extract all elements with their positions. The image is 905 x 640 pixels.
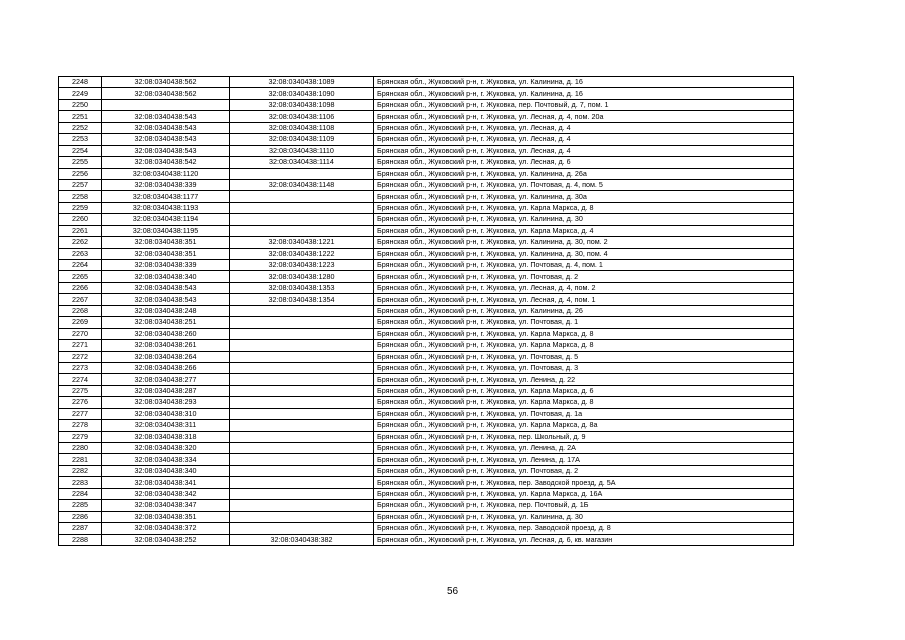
table-row — [59, 134, 794, 145]
table-row — [59, 214, 794, 225]
parcel-cadastral-number-cell: 32:08:0340438:252 — [102, 534, 230, 545]
address-cell: Брянская обл., Жуковский р-н, г. Жуковка, ул. Почтовая, д. 5 — [374, 351, 794, 362]
object-cadastral-number-cell — [230, 511, 374, 522]
parcel-cadastral-number-cell: 32:08:0340438:351 — [102, 248, 230, 259]
parcel-cadastral-number-cell: 32:08:0340438:340 — [102, 271, 230, 282]
parcel-cadastral-number-cell: 32:08:0340438:543 — [102, 111, 230, 122]
row-number-cell: 2283 — [59, 477, 102, 488]
address-cell: Брянская обл., Жуковский р-н, г. Жуковка, пер. Почтовый, д. 7, пом. 1 — [374, 99, 794, 110]
table-row — [59, 488, 794, 499]
row-number-cell: 2278 — [59, 420, 102, 431]
object-cadastral-number-cell — [230, 397, 374, 408]
address-cell: Брянская обл., Жуковский р-н, г. Жуковка, ул. Ленина, д. 17А — [374, 454, 794, 465]
row-number-cell: 2256 — [59, 168, 102, 179]
table-row — [59, 385, 794, 396]
address-cell: Брянская обл., Жуковский р-н, г. Жуковка, пер. Заводской проезд, д. 5А — [374, 477, 794, 488]
row-number-cell: 2267 — [59, 294, 102, 305]
object-cadastral-number-cell: 32:08:0340438:1109 — [230, 134, 374, 145]
table-row — [59, 317, 794, 328]
object-cadastral-number-cell — [230, 225, 374, 236]
object-cadastral-number-cell — [230, 477, 374, 488]
object-cadastral-number-cell: 32:08:0340438:1110 — [230, 145, 374, 156]
address-cell: Брянская обл., Жуковский р-н, г. Жуковка, ул. Лесная, д. 4 — [374, 122, 794, 133]
address-cell: Брянская обл., Жуковский р-н, г. Жуковка, ул. Карла Маркса, д. 8 — [374, 397, 794, 408]
address-cell: Брянская обл., Жуковский р-н, г. Жуковка, ул. Калинина, д. 26 — [374, 305, 794, 316]
parcel-cadastral-number-cell: 32:08:0340438:543 — [102, 122, 230, 133]
object-cadastral-number-cell: 32:08:0340438:1223 — [230, 260, 374, 271]
parcel-cadastral-number-cell: 32:08:0340438:1193 — [102, 202, 230, 213]
row-number-cell: 2271 — [59, 340, 102, 351]
parcel-cadastral-number-cell: 32:08:0340438:339 — [102, 260, 230, 271]
parcel-cadastral-number-cell: 32:08:0340438:562 — [102, 77, 230, 88]
row-number-cell: 2279 — [59, 431, 102, 442]
parcel-cadastral-number-cell: 32:08:0340438:543 — [102, 294, 230, 305]
object-cadastral-number-cell: 32:08:0340438:1089 — [230, 77, 374, 88]
row-number-cell: 2249 — [59, 88, 102, 99]
address-cell: Брянская обл., Жуковский р-н, г. Жуковка, ул. Почтовая, д. 1 — [374, 317, 794, 328]
address-cell: Брянская обл., Жуковский р-н, г. Жуковка, пер. Почтовый, д. 1Б — [374, 500, 794, 511]
parcel-cadastral-number-cell: 32:08:0340438:311 — [102, 420, 230, 431]
parcel-cadastral-number-cell: 32:08:0340438:310 — [102, 408, 230, 419]
object-cadastral-number-cell — [230, 420, 374, 431]
table-row — [59, 465, 794, 476]
object-cadastral-number-cell: 32:08:0340438:1148 — [230, 179, 374, 190]
address-cell: Брянская обл., Жуковский р-н, г. Жуковка, ул. Карла Маркса, д. 4 — [374, 225, 794, 236]
object-cadastral-number-cell: 32:08:0340438:382 — [230, 534, 374, 545]
row-number-cell: 2284 — [59, 488, 102, 499]
address-cell: Брянская обл., Жуковский р-н, г. Жуковка, ул. Карла Маркса, д. 8 — [374, 328, 794, 339]
table-row — [59, 271, 794, 282]
table-row — [59, 305, 794, 316]
row-number-cell: 2254 — [59, 145, 102, 156]
table-row — [59, 534, 794, 545]
parcel-cadastral-number-cell: 32:08:0340438:318 — [102, 431, 230, 442]
table-row — [59, 294, 794, 305]
row-number-cell: 2260 — [59, 214, 102, 225]
parcel-cadastral-number-cell: 32:08:0340438:372 — [102, 523, 230, 534]
parcel-cadastral-number-cell: 32:08:0340438:339 — [102, 179, 230, 190]
table-row — [59, 157, 794, 168]
row-number-cell: 2286 — [59, 511, 102, 522]
row-number-cell: 2274 — [59, 374, 102, 385]
table-row — [59, 145, 794, 156]
table-row — [59, 408, 794, 419]
row-number-cell: 2288 — [59, 534, 102, 545]
row-number-cell: 2252 — [59, 122, 102, 133]
row-number-cell: 2248 — [59, 77, 102, 88]
parcel-cadastral-number-cell: 32:08:0340438:562 — [102, 88, 230, 99]
address-cell: Брянская обл., Жуковский р-н, г. Жуковка, ул. Лесная, д. 6, кв. магазин — [374, 534, 794, 545]
page-number: 56 — [446, 586, 459, 597]
address-cell: Брянская обл., Жуковский р-н, г. Жуковка, ул. Почтовая, д. 2 — [374, 271, 794, 282]
object-cadastral-number-cell — [230, 443, 374, 454]
row-number-cell: 2259 — [59, 202, 102, 213]
parcel-cadastral-number-cell: 32:08:0340438:260 — [102, 328, 230, 339]
object-cadastral-number-cell: 32:08:0340438:1353 — [230, 282, 374, 293]
row-number-cell: 2275 — [59, 385, 102, 396]
address-cell: Брянская обл., Жуковский р-н, г. Жуковка, ул. Почтовая, д. 1а — [374, 408, 794, 419]
object-cadastral-number-cell — [230, 431, 374, 442]
parcel-cadastral-number-cell: 32:08:0340438:261 — [102, 340, 230, 351]
address-cell: Брянская обл., Жуковский р-н, г. Жуковка, ул. Калинина, д. 16 — [374, 77, 794, 88]
table-row — [59, 191, 794, 202]
row-number-cell: 2261 — [59, 225, 102, 236]
table-row — [59, 362, 794, 373]
address-cell: Брянская обл., Жуковский р-н, г. Жуковка, ул. Карла Маркса, д. 8а — [374, 420, 794, 431]
row-number-cell: 2265 — [59, 271, 102, 282]
row-number-cell: 2276 — [59, 397, 102, 408]
parcel-cadastral-number-cell: 32:08:0340438:334 — [102, 454, 230, 465]
address-cell: Брянская обл., Жуковский р-н, г. Жуковка, ул. Ленина, д. 22 — [374, 374, 794, 385]
object-cadastral-number-cell — [230, 340, 374, 351]
row-number-cell: 2269 — [59, 317, 102, 328]
parcel-cadastral-number-cell: 32:08:0340438:342 — [102, 488, 230, 499]
row-number-cell: 2287 — [59, 523, 102, 534]
address-cell: Брянская обл., Жуковский р-н, г. Жуковка, ул. Лесная, д. 4, пом. 20а — [374, 111, 794, 122]
row-number-cell: 2270 — [59, 328, 102, 339]
parcel-cadastral-number-cell: 32:08:0340438:1194 — [102, 214, 230, 225]
parcel-cadastral-number-cell: 32:08:0340438:277 — [102, 374, 230, 385]
object-cadastral-number-cell — [230, 362, 374, 373]
object-cadastral-number-cell: 32:08:0340438:1106 — [230, 111, 374, 122]
row-number-cell: 2257 — [59, 179, 102, 190]
address-cell: Брянская обл., Жуковский р-н, г. Жуковка, ул. Лесная, д. 4, пом. 2 — [374, 282, 794, 293]
address-cell: Брянская обл., Жуковский р-н, г. Жуковка, ул. Карла Маркса, д. 8 — [374, 340, 794, 351]
object-cadastral-number-cell — [230, 351, 374, 362]
address-cell: Брянская обл., Жуковский р-н, г. Жуковка, пер. Заводской проезд, д. 8 — [374, 523, 794, 534]
table-row — [59, 454, 794, 465]
object-cadastral-number-cell — [230, 202, 374, 213]
table-row — [59, 99, 794, 110]
object-cadastral-number-cell — [230, 374, 374, 385]
object-cadastral-number-cell — [230, 317, 374, 328]
table-row — [59, 511, 794, 522]
object-cadastral-number-cell: 32:08:0340438:1354 — [230, 294, 374, 305]
address-cell: Брянская обл., Жуковский р-н, г. Жуковка, ул. Почтовая, д. 2 — [374, 465, 794, 476]
address-cell: Брянская обл., Жуковский р-н, г. Жуковка, ул. Лесная, д. 4, пом. 1 — [374, 294, 794, 305]
parcel-cadastral-number-cell: 32:08:0340438:287 — [102, 385, 230, 396]
table-row — [59, 374, 794, 385]
address-cell: Брянская обл., Жуковский р-н, г. Жуковка, пер. Школьный, д. 9 — [374, 431, 794, 442]
address-cell: Брянская обл., Жуковский р-н, г. Жуковка, ул. Почтовая, д. 3 — [374, 362, 794, 373]
row-number-cell: 2268 — [59, 305, 102, 316]
object-cadastral-number-cell — [230, 454, 374, 465]
address-cell: Брянская обл., Жуковский р-н, г. Жуковка, ул. Карла Маркса, д. 16А — [374, 488, 794, 499]
parcel-cadastral-number-cell: 32:08:0340438:340 — [102, 465, 230, 476]
parcel-cadastral-number-cell: 32:08:0340438:1195 — [102, 225, 230, 236]
row-number-cell: 2285 — [59, 500, 102, 511]
address-cell: Брянская обл., Жуковский р-н, г. Жуковка, ул. Лесная, д. 6 — [374, 157, 794, 168]
address-cell: Брянская обл., Жуковский р-н, г. Жуковка, ул. Калинина, д. 30а — [374, 191, 794, 202]
object-cadastral-number-cell — [230, 500, 374, 511]
address-cell: Брянская обл., Жуковский р-н, г. Жуковка, ул. Почтовая, д. 4, пом. 5 — [374, 179, 794, 190]
object-cadastral-number-cell: 32:08:0340438:1090 — [230, 88, 374, 99]
object-cadastral-number-cell — [230, 408, 374, 419]
row-number-cell: 2258 — [59, 191, 102, 202]
row-number-cell: 2250 — [59, 99, 102, 110]
address-cell: Брянская обл., Жуковский р-н, г. Жуковка, ул. Калинина, д. 16 — [374, 88, 794, 99]
table-row — [59, 340, 794, 351]
address-cell: Брянская обл., Жуковский р-н, г. Жуковка, ул. Лесная, д. 4 — [374, 134, 794, 145]
parcel-cadastral-number-cell: 32:08:0340438:293 — [102, 397, 230, 408]
row-number-cell: 2255 — [59, 157, 102, 168]
object-cadastral-number-cell — [230, 385, 374, 396]
parcel-cadastral-number-cell: 32:08:0340438:543 — [102, 145, 230, 156]
parcel-cadastral-number-cell: 32:08:0340438:251 — [102, 317, 230, 328]
parcel-cadastral-number-cell: 32:08:0340438:320 — [102, 443, 230, 454]
table-row — [59, 477, 794, 488]
parcel-cadastral-number-cell: 32:08:0340438:1177 — [102, 191, 230, 202]
row-number-cell: 2262 — [59, 237, 102, 248]
table-row — [59, 168, 794, 179]
parcel-cadastral-number-cell: 32:08:0340438:266 — [102, 362, 230, 373]
table-row — [59, 328, 794, 339]
address-cell: Брянская обл., Жуковский р-н, г. Жуковка, ул. Калинина, д. 26а — [374, 168, 794, 179]
table-row — [59, 179, 794, 190]
table-row — [59, 225, 794, 236]
registry-table-body — [59, 77, 794, 546]
table-row — [59, 248, 794, 259]
table-row — [59, 202, 794, 213]
address-cell: Брянская обл., Жуковский р-н, г. Жуковка, ул. Карла Маркса, д. 6 — [374, 385, 794, 396]
parcel-cadastral-number-cell: 32:08:0340438:543 — [102, 134, 230, 145]
parcel-cadastral-number-cell: 32:08:0340438:351 — [102, 237, 230, 248]
object-cadastral-number-cell: 32:08:0340438:1221 — [230, 237, 374, 248]
object-cadastral-number-cell — [230, 214, 374, 225]
parcel-cadastral-number-cell: 32:08:0340438:1120 — [102, 168, 230, 179]
address-cell: Брянская обл., Жуковский р-н, г. Жуковка, ул. Калинина, д. 30 — [374, 214, 794, 225]
object-cadastral-number-cell: 32:08:0340438:1108 — [230, 122, 374, 133]
parcel-cadastral-number-cell: 32:08:0340438:347 — [102, 500, 230, 511]
row-number-cell: 2266 — [59, 282, 102, 293]
table-row — [59, 260, 794, 271]
table-row — [59, 523, 794, 534]
table-row — [59, 282, 794, 293]
table-row — [59, 431, 794, 442]
table-row — [59, 122, 794, 133]
object-cadastral-number-cell: 32:08:0340438:1280 — [230, 271, 374, 282]
address-cell: Брянская обл., Жуковский р-н, г. Жуковка, ул. Ленина, д. 2А — [374, 443, 794, 454]
address-cell: Брянская обл., Жуковский р-н, г. Жуковка, ул. Лесная, д. 4 — [374, 145, 794, 156]
row-number-cell: 2263 — [59, 248, 102, 259]
address-cell: Брянская обл., Жуковский р-н, г. Жуковка, ул. Карла Маркса, д. 8 — [374, 202, 794, 213]
parcel-cadastral-number-cell: 32:08:0340438:248 — [102, 305, 230, 316]
table-row — [59, 397, 794, 408]
address-cell: Брянская обл., Жуковский р-н, г. Жуковка, ул. Почтовая, д. 4, пом. 1 — [374, 260, 794, 271]
parcel-cadastral-number-cell: 32:08:0340438:542 — [102, 157, 230, 168]
object-cadastral-number-cell — [230, 488, 374, 499]
registry-table — [58, 76, 794, 546]
parcel-cadastral-number-cell: 32:08:0340438:543 — [102, 282, 230, 293]
object-cadastral-number-cell: 32:08:0340438:1222 — [230, 248, 374, 259]
table-row — [59, 443, 794, 454]
row-number-cell: 2273 — [59, 362, 102, 373]
table-row — [59, 237, 794, 248]
object-cadastral-number-cell — [230, 328, 374, 339]
address-cell: Брянская обл., Жуковский р-н, г. Жуковка, ул. Калинина, д. 30, пом. 2 — [374, 237, 794, 248]
table-row — [59, 500, 794, 511]
row-number-cell: 2277 — [59, 408, 102, 419]
object-cadastral-number-cell — [230, 168, 374, 179]
row-number-cell: 2281 — [59, 454, 102, 465]
row-number-cell: 2251 — [59, 111, 102, 122]
row-number-cell: 2272 — [59, 351, 102, 362]
row-number-cell: 2264 — [59, 260, 102, 271]
table-row — [59, 77, 794, 88]
object-cadastral-number-cell — [230, 465, 374, 476]
object-cadastral-number-cell — [230, 191, 374, 202]
parcel-cadastral-number-cell: 32:08:0340438:341 — [102, 477, 230, 488]
table-row — [59, 88, 794, 99]
row-number-cell: 2253 — [59, 134, 102, 145]
table-row — [59, 351, 794, 362]
address-cell: Брянская обл., Жуковский р-н, г. Жуковка, ул. Калинина, д. 30 — [374, 511, 794, 522]
row-number-cell: 2280 — [59, 443, 102, 454]
row-number-cell: 2282 — [59, 465, 102, 476]
object-cadastral-number-cell — [230, 305, 374, 316]
object-cadastral-number-cell: 32:08:0340438:1114 — [230, 157, 374, 168]
address-cell: Брянская обл., Жуковский р-н, г. Жуковка, ул. Калинина, д. 30, пом. 4 — [374, 248, 794, 259]
object-cadastral-number-cell: 32:08:0340438:1098 — [230, 99, 374, 110]
object-cadastral-number-cell — [230, 523, 374, 534]
parcel-cadastral-number-cell — [102, 99, 230, 110]
table-row — [59, 111, 794, 122]
parcel-cadastral-number-cell: 32:08:0340438:264 — [102, 351, 230, 362]
parcel-cadastral-number-cell: 32:08:0340438:351 — [102, 511, 230, 522]
table-row — [59, 420, 794, 431]
